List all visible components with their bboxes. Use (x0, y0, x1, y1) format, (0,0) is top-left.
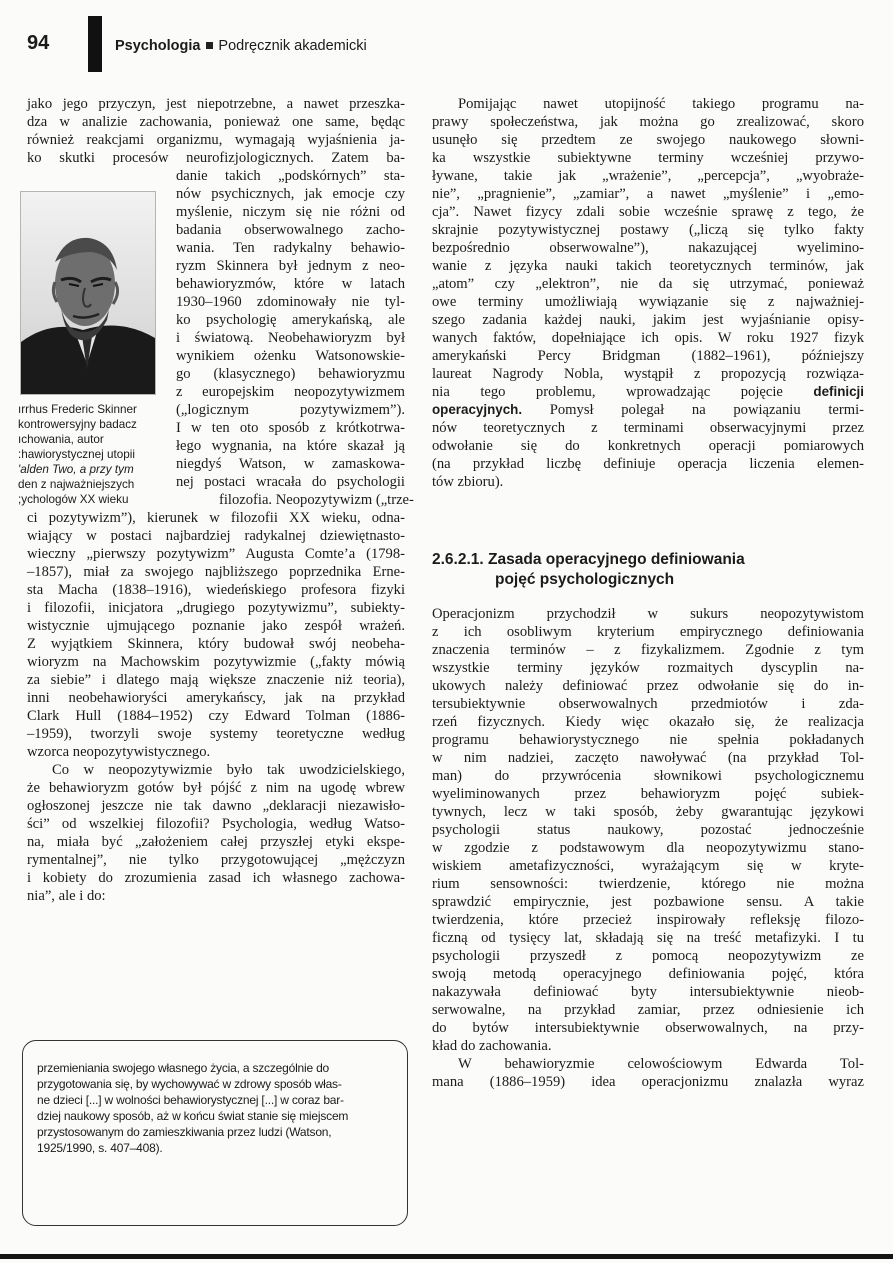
text-line: Co w neopozytywizmie było tak uwodzicielskiego, (52, 762, 405, 778)
text-line: tywnych, lecz w taki sposób, żeby gwarantując językowi (432, 804, 864, 820)
text-line: z ich osobliwym kryterium empirycznego definiowania (432, 624, 864, 640)
text-line: badania obserwowalnego zacho- (176, 222, 405, 238)
text-line: wania. Ten radykalny behawio- (176, 240, 405, 256)
text-line: ci pozytywizm”), kierunek w filozofii XX wieku, odna- (27, 510, 405, 526)
text-line: wszystkie terminy języków rozmaitych dyscyplin na- (432, 660, 864, 676)
text-line: wyeliminowanych przez behawioryzm pojęć subiek- (432, 786, 864, 802)
text-line: za siebie” i dlatego mają większe znaczenie niż teoria), (27, 672, 405, 688)
text-line: mana (1886–1959) idea operacjonizmu znalazła wyraz (432, 1074, 864, 1090)
text-line: rymentalnej”, nie tylko przygotowującej „mężczyzn (27, 852, 405, 868)
text-line: ływane, takie jak „wrażenie”, „percepcja”, „wyobraże- (432, 168, 864, 184)
text-line: ści” od wszelkiej filozofii? Psychologia, według Watso- (27, 816, 405, 832)
text-line: wieczny „pierwszy pozytywizm” Augusta Comte’a (1798- (27, 546, 405, 562)
text-line: wioryzm na Machowskim pozytywizmie („fakty mówią (27, 654, 405, 670)
text-line: inni neobehawioryści amerykańscy, jak na przykład (27, 690, 405, 706)
text-line: ka wszystkie subiektywne terminy wcześniej przywo- (432, 150, 864, 166)
text-line: szego zadania każdej nauki, jakim jest wyjaśnianie opisy- (432, 312, 864, 328)
text-line: w zgodzie z podstawowym dla neopozytywizmu stano- (432, 840, 864, 856)
text-line: do bytów intersubiektywnie obserwowalnych, na przy- (432, 1020, 864, 1036)
section-title: Zasada operacyjnego definiowania (488, 551, 745, 568)
quote-line: dziej naukowy sposób, aż w końcu świat stanie się miejscem (37, 1109, 349, 1123)
text-line: ryzm Skinnera był jednym z neo- (176, 258, 405, 274)
caption-line: kontrowersyjny badacz (18, 418, 137, 431)
caption-line: ırrhus Frederic Skinner (18, 403, 137, 416)
text-line: swoją metodą operacyjnego definiowania pojęć, która (432, 966, 864, 982)
text-line: sprawdzić empirycznie, jest pozbawione sensu. A takie (432, 894, 864, 910)
section-heading-continued: pojęć psychologicznych (495, 571, 675, 588)
bold-term: definicji (813, 384, 864, 399)
text-line: ko skutki procesów neurofizjologicznych. Zatem ba- (27, 150, 405, 166)
text-line: znaczenia terminów – z fizykalizmem. Zgodnie z tym (432, 642, 864, 658)
text-line: wiający w postaci najbardziej radykalnej dziewiętnasto- (27, 528, 405, 544)
text-line: bezpośrednio obserwowalne”), nakazującej wyelimino- (432, 240, 864, 256)
text-line: wzorca neopozytywistycznego. (27, 744, 211, 760)
text-line: Z wyjątkiem Skinnera, który budował swój neobeha- (27, 636, 405, 652)
text-line: i światową. Neobehawioryzm był (176, 330, 405, 346)
text-line: rzeń fizycznych. Kiedy więc okazało się, że realizacja (432, 714, 864, 730)
text-line: nej postaci wracała do psychologii (176, 474, 405, 490)
portrait-illustration (21, 192, 155, 394)
skinner-portrait-photo (20, 191, 156, 395)
text-line: nia tego problemu, wprowadzając pojęcie definicji (432, 384, 864, 400)
text-line: („logicznym pozytywizmem”). (176, 402, 405, 418)
text-line: prawy społeczeństwa, jak można go zrealizować, skoro (432, 114, 864, 130)
text-line: twierdzenia, które przecież inspirowały refleksję filozo- (432, 912, 864, 928)
text-line: i kobiety do zrozumienia zasad ich własnego zachowa- (27, 870, 405, 886)
text-line: nia”, ale i do: (27, 888, 106, 904)
text-line: „atom” czy „elektron”, nie da się utrzymać, ponieważ (432, 276, 864, 292)
text-line: i filozofii, inicjatora „drugiego pozytywizmu”, subiekty- (27, 600, 405, 616)
text-line: wanie z języka nauki takich teoretycznych terminów, jak (432, 258, 864, 274)
text-line: myślenie, niczym się nie różni od (176, 204, 405, 220)
quote-line: przygotowania się, by wychowywać w zdrowy sposób włas- (37, 1077, 342, 1091)
text-line: dza w analizie zachowania, ponieważ one same, będąc (27, 114, 405, 130)
text-line: Clark Hull (1884–1952) czy Edward Tolman (1886- (27, 708, 405, 724)
quote-line: przystosowanym do zamieszkiwania przez ludzi (Watson, (37, 1125, 332, 1139)
text-line: tersubiektywnie obserwowalnych przedmiotów i zda- (432, 696, 864, 712)
page-number: 94 (27, 32, 50, 54)
text-line: ogłoszonej jeszcze nie tak dawno „deklaracji niezawisło- (27, 798, 405, 814)
text-line: kład do zachowania. (432, 1038, 552, 1054)
book-subtitle: Podręcznik akademicki (218, 38, 367, 54)
text-line: z europejskim neopozytywizmem (176, 384, 405, 400)
quote-line: ne dzieci [...] w wolności behawiorystycznej [...] w coraz bar- (37, 1093, 344, 1107)
text-line: serwowalne, na przykład zamiar, przez odniesienie ich (432, 1002, 864, 1018)
text-line: odwołanie się do konkretnych operacji pomiarowych (432, 438, 864, 454)
text-line: danie takich „podskórnych” sta- (176, 168, 405, 184)
text-line: laureat Nagrody Nobla, wystąpił z propozycją rozwiąza- (432, 366, 864, 382)
text-line: nakazywała definiować byty intersubiektywnie nieob- (432, 984, 864, 1000)
text-line: amerykański Percy Bridgman (1882–1961), późniejszy (432, 348, 864, 364)
text-line: ficzną od tysięcy lat, składają się na treść metafizyki. I tu (432, 930, 864, 946)
caption-line: ıchowania, autor (18, 433, 104, 446)
text-line: Pomijając nawet utopijność takiego programu na- (458, 96, 864, 112)
text-line: I w ten oto sposób z krótkotrwa- (176, 420, 405, 436)
text-line: łego wygnania, na które skazał ją (176, 438, 405, 454)
caption-line: 'alden Two, a przy tym (18, 463, 134, 476)
section-number: 2.6.2.1. (432, 551, 484, 568)
text-line: na, miała być „założeniem całej przyszłej etyki ekspe- (27, 834, 405, 850)
text-line: jako jego przyczyn, jest niepotrzebne, a nawet przeszka- (27, 96, 405, 112)
text-line: wanych faktów, dopełniające ich opis. W roku 1927 fizyk (432, 330, 864, 346)
text-line: wiskiem ametafizyczności, wyrażającym się w kryte- (432, 858, 864, 874)
text-line: (na przykład liczbę definiuje operacja liczenia elemen- (432, 456, 864, 472)
text-line: niegdyś Watson, w zamaskowa- (176, 456, 405, 472)
square-bullet-icon (206, 42, 213, 49)
text-line: nów psychicznych, jak emocje czy (176, 186, 405, 202)
text-line: nie”, „pragnienie”, „zamiar”, a nawet „myślenie” i „emo- (432, 186, 864, 202)
text-line: operacyjnych. Pomysł polegał na powiązaniu termi- (432, 402, 864, 418)
quote-line: 1925/1990, s. 407–408). (37, 1141, 163, 1155)
text-line: 1930–1960 zdominowały nie tyl- (176, 294, 405, 310)
book-title: Psychologia (115, 38, 201, 54)
text-line: usunęło się przedtem ze swojego naukowego słowni- (432, 132, 864, 148)
caption-line: ;ychologów XX wieku (18, 493, 129, 506)
text-line: wistycznie ujmującego poznanie jako zespół wrażeń. (27, 618, 405, 634)
text-line: tów zbioru). (432, 474, 504, 490)
text-line: psychologii status naukowy, pozostać jednocześnie (432, 822, 864, 838)
bottom-rule (0, 1254, 893, 1259)
text-line: nów teoretycznych z terminami obserwacyjnymi przez (432, 420, 864, 436)
text-line: owe terminy umożliwiają wywiązanie się z najważniej- (432, 294, 864, 310)
text-line: sta Macha (1838–1916), wiedeńskiego profesora fizyki (27, 582, 405, 598)
text-line: rium sensowności: twierdzenie, którego nie można (432, 876, 864, 892)
text-line: psychologii przyszedł z pomocą neopozytywizm ze (432, 948, 864, 964)
running-header (115, 38, 367, 54)
text-line: programu behawiorystycznego nie spełnia pokładanych (432, 732, 864, 748)
text-line: ukowych należy definiować przez odwołanie się do in- (432, 678, 864, 694)
text-line: filozofia. Neopozytywizm („trze- (219, 492, 414, 508)
text-line: behawioryzmów, które w latach (176, 276, 405, 292)
header-bar (88, 16, 102, 72)
text-line: Operacjonizm przychodził w sukurs neopozytywistom (432, 606, 864, 622)
text-line: w nim nadziei, zaczęto nawoływać (na przykład Tol- (432, 750, 864, 766)
text-line: man) do przywrócenia słownikowi psychologicznemu (432, 768, 864, 784)
text-line: wynikiem ożenku Watsonowskie- (176, 348, 405, 364)
quote-line: przemieniania swojego własnego życia, a szczególnie do (37, 1061, 330, 1075)
text-line: ko psychologię amerykańską, ale (176, 312, 405, 328)
text-line: –1857), miał za swojego najbliższego poprzednika Erne- (27, 564, 405, 580)
text-line: skrajnie pozytywistycznej postawy („liczą się tylko fakty (432, 222, 864, 238)
caption-line: den z najważniejszych (18, 478, 135, 491)
text-line: W behawioryzmie celowościowym Edwarda Tol- (458, 1056, 864, 1072)
text-line: również reakcjami organizmu, wymagają wyjaśnienia ja- (27, 132, 405, 148)
text-line: go (klasycznego) behawioryzmu (176, 366, 405, 382)
text-line: że behawioryzm gotów był pójść z nim na ugodę wbrew (27, 780, 405, 796)
section-heading (432, 550, 745, 570)
text-line: cja”. Nawet fizycy zdali sobie wcześnie sprawę z tego, że (432, 204, 864, 220)
text-line: –1959), tworzyli swoje systemy teoretyczne według (27, 726, 405, 742)
caption-line: :hawiorystycznej utopii (18, 448, 135, 461)
bold-term: operacyjnych. (432, 402, 523, 417)
